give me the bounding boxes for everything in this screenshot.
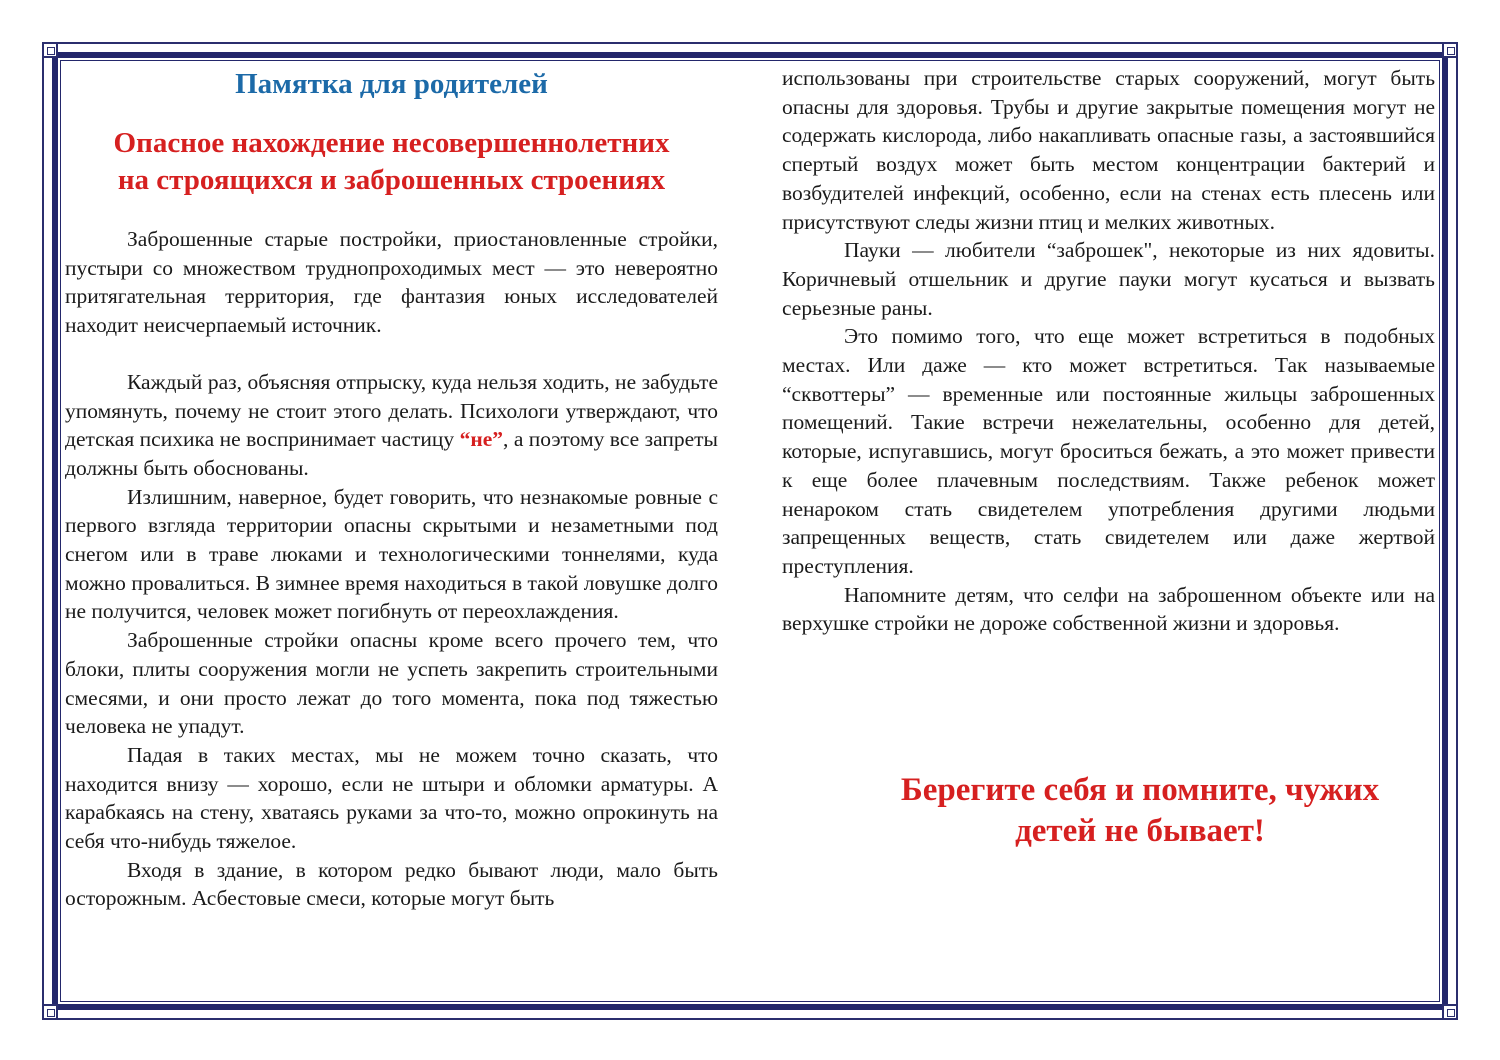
frame-corner-ornament: [42, 1004, 58, 1020]
paragraph-falling: Падая в таких местах, мы не можем точно сказать, что находится внизу — хорошо, если не штыри и обломки арматуры. А карабкаясь на стену, хватаясь руками за что-то, можно опрокинуть на себя что-нибудь тяжелое.: [65, 742, 718, 854]
paragraph-explain-text-end: , а поэтому все запреты должны быть обоснованы.: [65, 427, 718, 480]
page-subtitle: [65, 125, 718, 199]
paragraph-blocks: Заброшенные стройки опасны кроме всего прочего тем, что блоки, плиты сооружения могли не успеть закрепить строительными смесями, и они просто лежат до того момента, пока под тяжестью человека не упадут.: [65, 628, 718, 739]
paragraph-selfie: Напомните детям, что селфи на заброшенном объекте или на верхушке стройки не дороже собственной жизни и здоровья.: [782, 582, 1435, 636]
paragraph-squatters: Это помимо того, что еще может встретиться в подобных местах. Или даже — кто может встретиться. Так называемые “сквоттеры” — временные или постоянные жильцы заброшенных помещений. Такие встречи нежелательны, особенно для детей, которые, испугавшись, могут броситься бежать, а это может привести к еще более плачевным последствиям. Также ребенок может ненароком стать свидетелем употребления другими людьми запрещенных веществ, стать свидетелем или даже жертвой преступления.: [782, 324, 1435, 578]
paragraph-spiders: Пауки — любители “заброшек", некоторые из них ядовиты. Коричневый отшельник и другие пауки могут кусаться и вызвать серьезные раны.: [782, 238, 1435, 320]
closing-line-2: детей не бывает!: [1015, 813, 1265, 849]
paragraph-building: Входя в здание, в котором редко бывают люди, мало быть осторожным. Асбестовые смеси, которые могут быть: [65, 857, 718, 911]
page-title: Памятка для родителей: [235, 68, 548, 100]
particle-ne-emphasis: “не”: [459, 427, 503, 452]
right-column: [782, 64, 1435, 638]
closing-slogan: [830, 770, 1450, 852]
paragraph-explain: [65, 368, 718, 483]
subtitle-line-1: Опасное нахождение несовершеннолетних: [113, 127, 670, 159]
left-column: [65, 60, 718, 913]
paragraph-explain-text: Каждый раз, объясняя отпрыску, куда нельзя ходить, не забудьте упомянуть, почему не стоит этого делать. Психологи утверждают, что детская психика не воспринимает частицу: [65, 369, 718, 452]
frame-corner-ornament: [1442, 1004, 1458, 1020]
closing-line-1: Берегите себя и помните, чужих: [900, 772, 1380, 808]
paragraph-hatches: Излишним, наверное, будет говорить, что незнакомые ровные с первого взгляда территории опасны скрытыми и незаметными под снегом или в траве люками и технологическими тоннелями, куда можно провалиться. В зимнее время находиться в такой ловушке долго не получится, человек может погибнуть от переохлаждения.: [65, 484, 718, 624]
subtitle-line-2: на строящихся и заброшенных строениях: [117, 164, 666, 196]
paragraph-intro: Заброшенные старые постройки, приостановленные стройки, пустыри со множеством труднопроходимых мест — это невероятно притягательная территория, где фантазия юных исследователей находит неисчерпаемый источник.: [65, 227, 718, 338]
frame-corner-ornament: [1442, 42, 1458, 58]
paragraph-asbestos-cont: использованы при строительстве старых сооружений, могут быть опасны для здоровья. Трубы и другие закрытые помещения могут не содержать кислорода, либо накапливать опасные газы, а застоявшийся спертый воздух может быть местом концентрации бактерий и возбудителей инфекций, особенно, если на стенах есть плесень или присутствуют следы жизни птиц и мелких животных.: [782, 66, 1435, 234]
frame-corner-ornament: [42, 42, 58, 58]
